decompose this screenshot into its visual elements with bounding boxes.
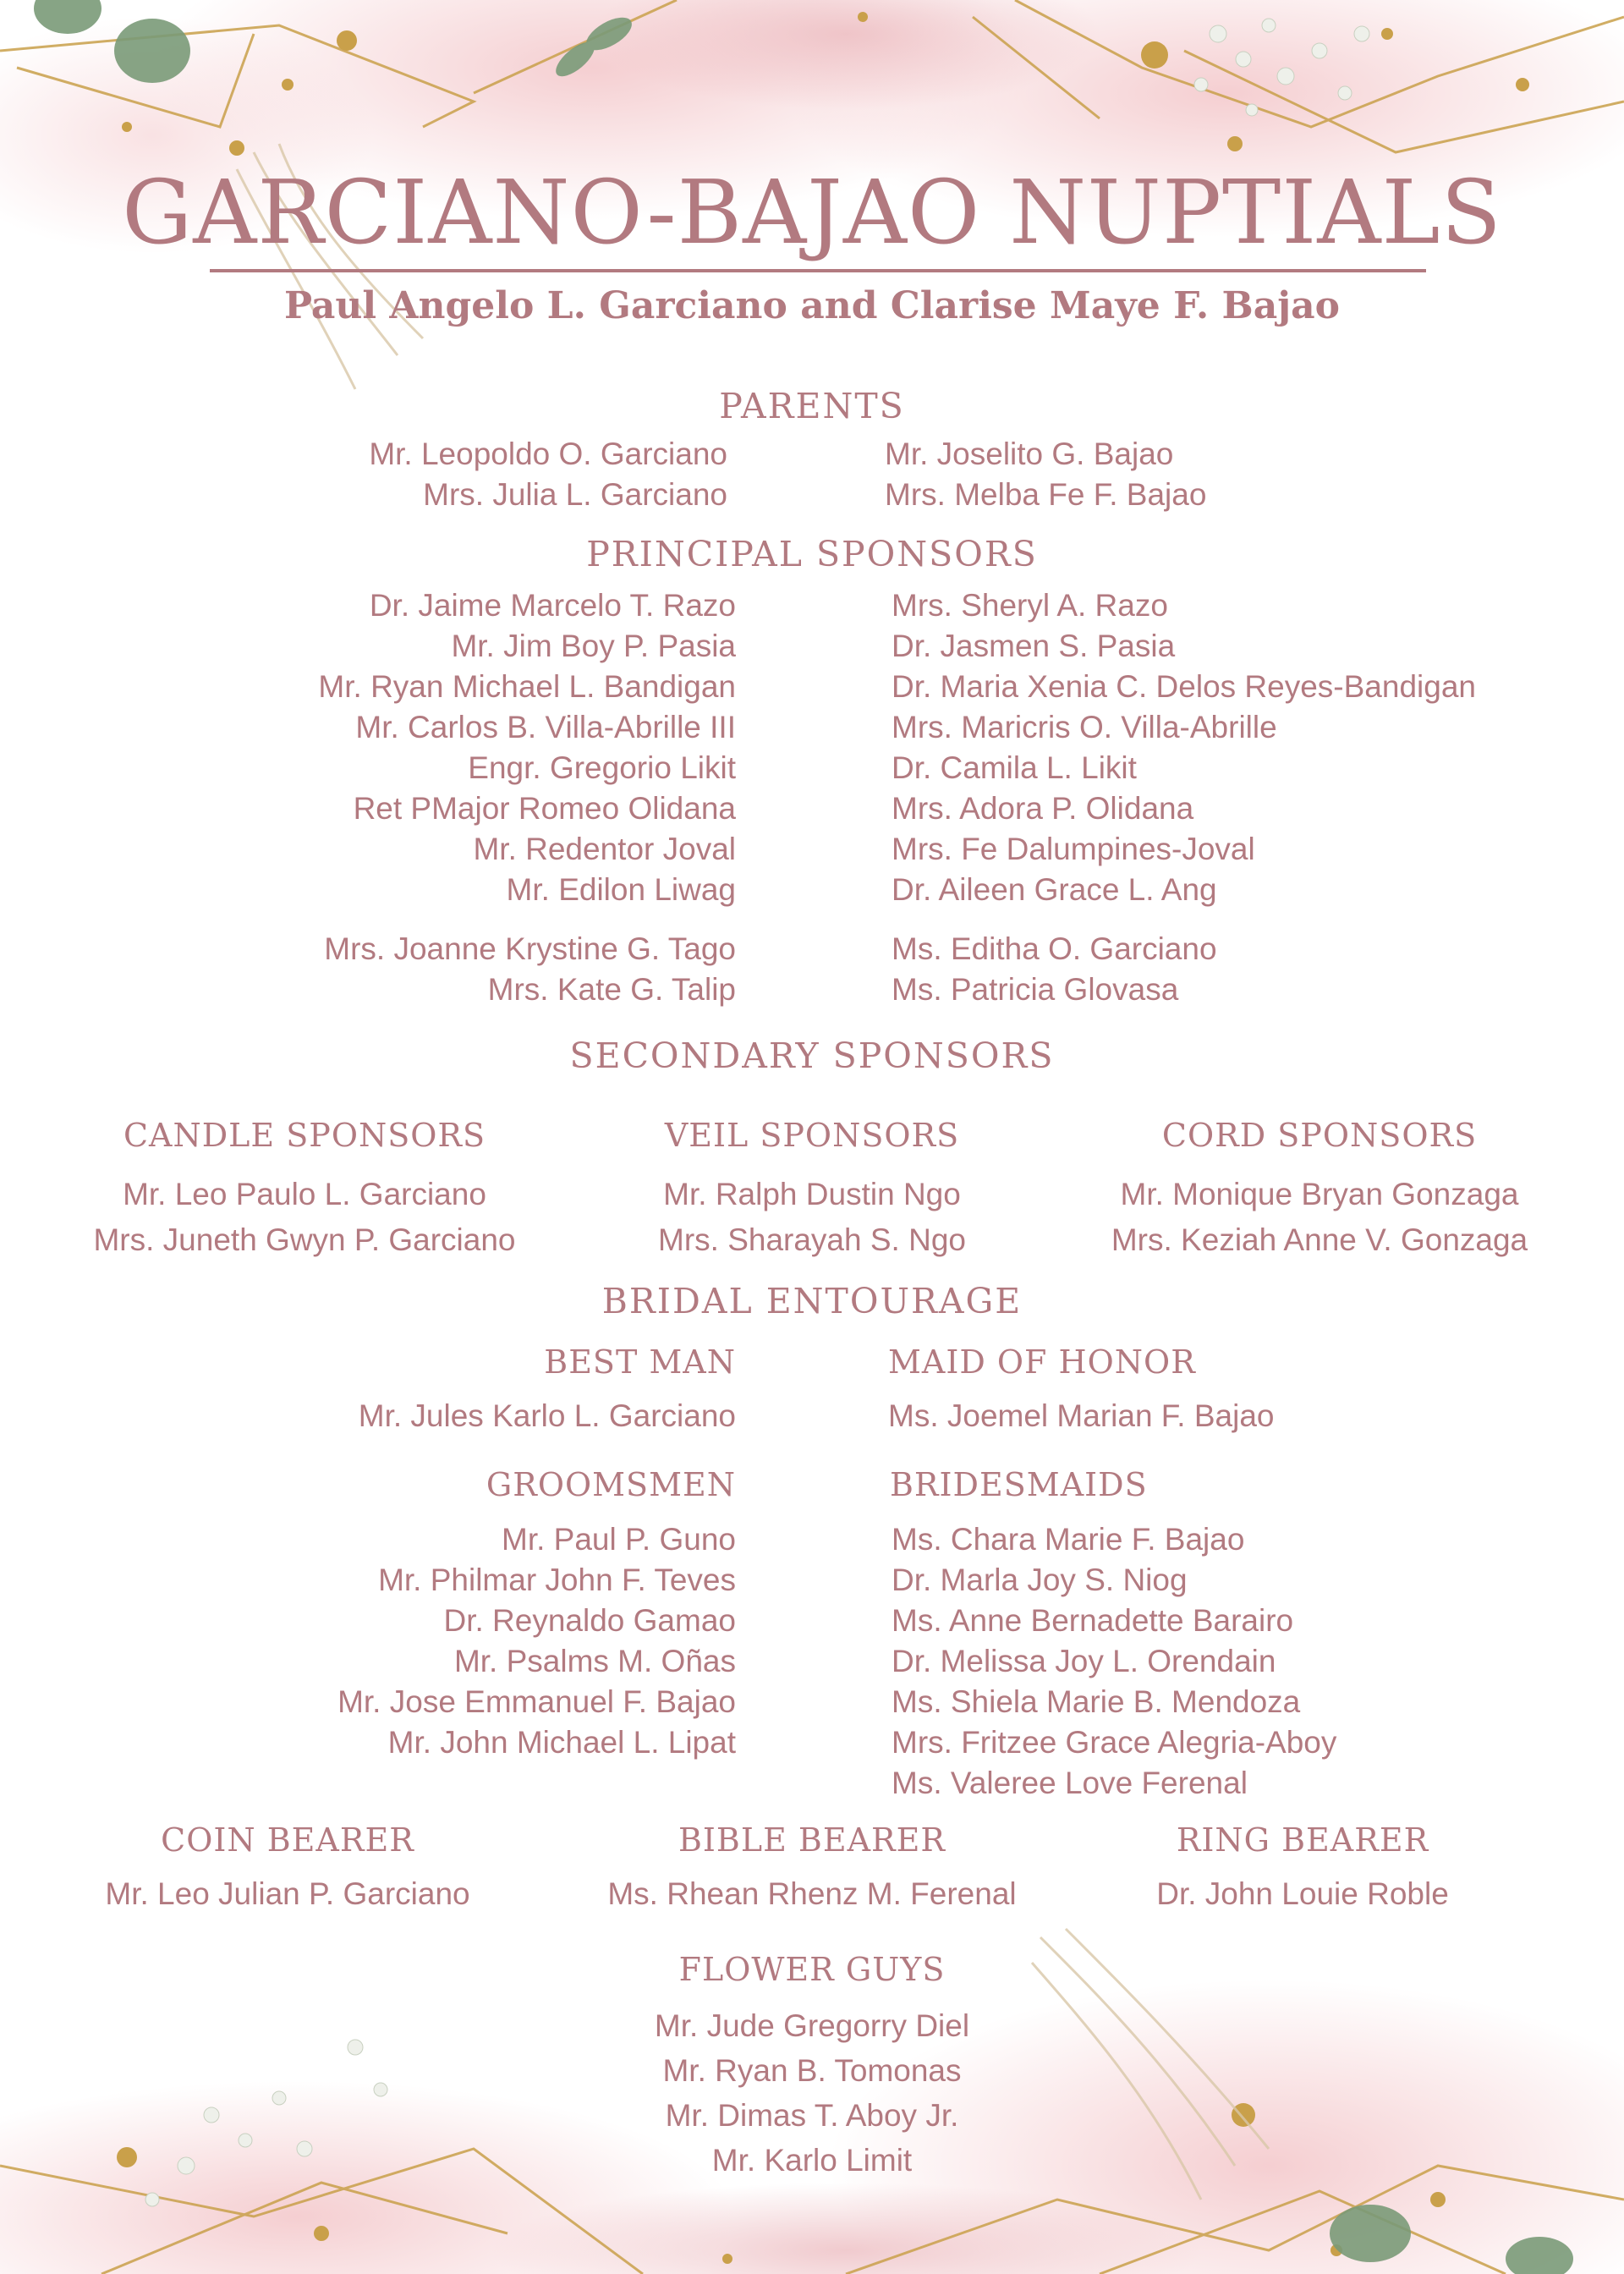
- best-man-heading: BEST MAN: [544, 1343, 736, 1381]
- ring-bearer-list: [1049, 1874, 1556, 1914]
- list-item: Mrs. Keziah Anne V. Gonzaga: [1111, 1222, 1528, 1257]
- principal-sponsors-left: [169, 585, 736, 910]
- list-item: Ms. Valeree Love Ferenal: [892, 1766, 1248, 1800]
- bridal-entourage-heading: BRIDAL ENTOURAGE: [601, 1281, 1023, 1321]
- list-item: Mrs. Sheryl A. Razo: [892, 588, 1168, 623]
- list-item: Mr. Edilon Liwag: [506, 872, 736, 907]
- list-item: Dr. Marla Joy S. Niog: [892, 1563, 1188, 1597]
- candle-sponsors-list: [51, 1172, 558, 1263]
- maid-of-honor-list: [888, 1396, 1480, 1436]
- couple-names: Paul Angelo L. Garciano and Clarise Maye F. Bajao: [283, 284, 1341, 327]
- list-item: Ms. Rhean Rhenz M. Ferenal: [607, 1876, 1017, 1911]
- list-item: Dr. Reynaldo Gamao: [443, 1603, 736, 1638]
- list-item: Dr. Melissa Joy L. Orendain: [892, 1644, 1276, 1678]
- bridesmaids-heading: BRIDESMAIDS: [890, 1466, 1148, 1503]
- list-item: Mr. John Michael L. Lipat: [387, 1725, 736, 1760]
- ring-bearer-heading: RING BEARER: [1176, 1821, 1429, 1859]
- flower-guys-list: [558, 2003, 1066, 2183]
- list-item: Ms. Joemel Marian F. Bajao: [888, 1398, 1275, 1433]
- secondary-sponsors-heading: SECONDARY SPONSORS: [569, 1035, 1055, 1076]
- principal-sponsors-heading: PRINCIPAL SPONSORS: [586, 534, 1038, 574]
- list-item: Mrs. Juneth Gwyn P. Garciano: [93, 1222, 516, 1257]
- parents-groom-side: [220, 434, 727, 515]
- cord-sponsors-list: [1066, 1172, 1573, 1263]
- list-item: Ms. Chara Marie F. Bajao: [892, 1522, 1245, 1557]
- bible-bearer-list: [558, 1874, 1066, 1914]
- list-item: Mr. Leo Paulo L. Garciano: [123, 1177, 486, 1211]
- list-item: Dr. Jasmen S. Pasia: [892, 629, 1176, 663]
- list-item: Mrs. Maricris O. Villa-Abrille: [892, 710, 1277, 744]
- list-item: Mrs. Julia L. Garciano: [423, 477, 727, 512]
- list-item: Mr. Jose Emmanuel F. Bajao: [337, 1684, 736, 1719]
- title-divider: [210, 269, 1426, 272]
- coin-bearer-list: [34, 1874, 541, 1914]
- list-item: Mr. Dimas T. Aboy Jr.: [665, 2098, 959, 2133]
- principal-sponsors-right: [892, 585, 1585, 910]
- list-item: Mr. Carlos B. Villa-Abrille III: [355, 710, 736, 744]
- parents-bride-side: [885, 434, 1477, 515]
- list-item: Mr. Jude Gregorry Diel: [654, 2008, 970, 2043]
- list-item: Mr. Philmar John F. Teves: [378, 1563, 736, 1597]
- list-item: Mr. Leo Julian P. Garciano: [105, 1876, 470, 1911]
- list-item: Dr. John Louie Roble: [1156, 1876, 1449, 1911]
- parents-heading: PARENTS: [719, 386, 905, 426]
- cord-sponsors-heading: CORD SPONSORS: [1161, 1117, 1478, 1154]
- list-item: Dr. Aileen Grace L. Ang: [892, 872, 1217, 907]
- groomsmen-list: [228, 1519, 736, 1763]
- list-item: Mrs. Joanne Krystine G. Tago: [324, 931, 736, 966]
- list-item: Mr. Jules Karlo L. Garciano: [358, 1398, 736, 1433]
- list-item: Mrs. Kate G. Talip: [487, 972, 736, 1007]
- list-item: Mr. Ryan B. Tomonas: [662, 2053, 962, 2088]
- best-man-list: [228, 1396, 736, 1436]
- list-item: Dr. Jaime Marcelo T. Razo: [369, 588, 736, 623]
- veil-sponsors-heading: VEIL SPONSORS: [664, 1117, 960, 1154]
- list-item: Ms. Editha O. Garciano: [892, 931, 1217, 966]
- page-title: GARCIANO-BAJAO NUPTIALS: [122, 161, 1502, 264]
- list-item: Ms. Anne Bernadette Barairo: [892, 1603, 1294, 1638]
- list-item: Mr. Redentor Joval: [473, 832, 736, 866]
- maid-of-honor-heading: MAID OF HONOR: [888, 1343, 1196, 1381]
- bridesmaids-list: [892, 1519, 1534, 1804]
- list-item: Mr. Joselito G. Bajao: [885, 437, 1174, 471]
- list-item: Mr. Psalms M. Oñas: [453, 1644, 736, 1678]
- list-item: Mrs. Melba Fe F. Bajao: [885, 477, 1207, 512]
- list-item: Mr. Karlo Limit: [711, 2143, 913, 2178]
- list-item: Dr. Maria Xenia C. Delos Reyes-Bandigan: [892, 669, 1476, 704]
- candle-sponsors-heading: CANDLE SPONSORS: [123, 1117, 486, 1154]
- list-item: Mrs. Sharayah S. Ngo: [658, 1222, 966, 1257]
- principal-sponsors-left-extra: [169, 929, 736, 1010]
- list-item: Ms. Shiela Marie B. Mendoza: [892, 1684, 1301, 1719]
- list-item: Mr. Jim Boy P. Pasia: [451, 629, 736, 663]
- list-item: Mrs. Adora P. Olidana: [892, 791, 1194, 826]
- list-item: Dr. Camila L. Likit: [892, 750, 1137, 785]
- flower-guys-heading: FLOWER GUYS: [678, 1951, 946, 1988]
- list-item: Ms. Patricia Glovasa: [892, 972, 1179, 1007]
- bible-bearer-heading: BIBLE BEARER: [678, 1821, 946, 1859]
- list-item: Mr. Paul P. Guno: [502, 1522, 736, 1557]
- groomsmen-heading: GROOMSMEN: [486, 1466, 736, 1503]
- coin-bearer-heading: COIN BEARER: [161, 1821, 414, 1859]
- list-item: Mr. Leopoldo O. Garciano: [369, 437, 727, 471]
- veil-sponsors-list: [558, 1172, 1066, 1263]
- principal-sponsors-right-extra: [892, 929, 1585, 1010]
- list-item: Ret PMajor Romeo Olidana: [353, 791, 736, 826]
- list-item: Mr. Ryan Michael L. Bandigan: [318, 669, 736, 704]
- list-item: Mr. Ralph Dustin Ngo: [663, 1177, 961, 1211]
- list-item: Mr. Monique Bryan Gonzaga: [1120, 1177, 1519, 1211]
- list-item: Engr. Gregorio Likit: [468, 750, 736, 785]
- list-item: Mrs. Fe Dalumpines-Joval: [892, 832, 1255, 866]
- list-item: Mrs. Fritzee Grace Alegria-Aboy: [892, 1725, 1337, 1760]
